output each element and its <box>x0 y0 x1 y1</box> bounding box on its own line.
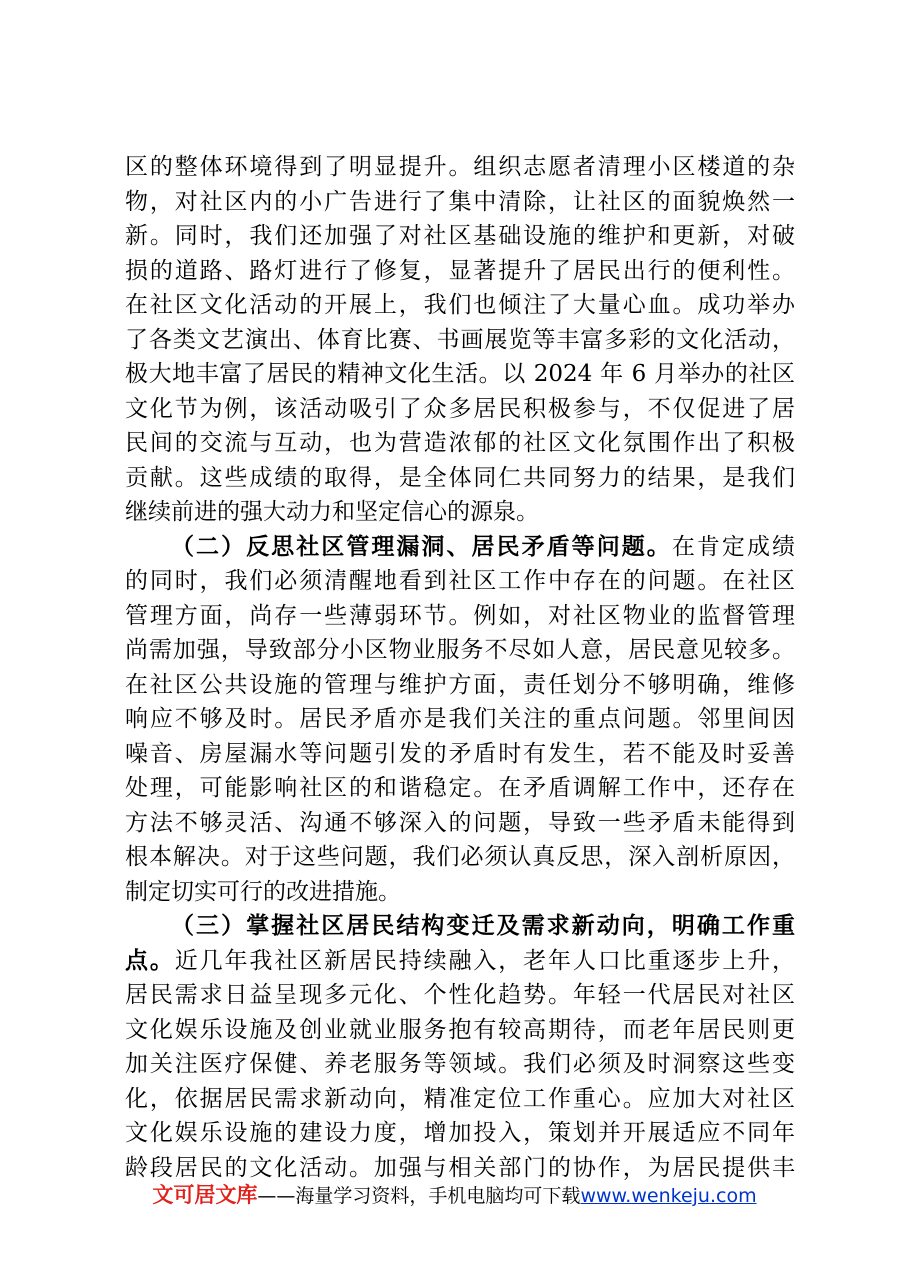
text-line: 在社区公共设施的管理与维护方面，责任划分不够明确，维修 <box>125 671 795 698</box>
text-line: 民间的交流与互动，也为营造浓郁的社区文化氛围作出了积极 <box>125 430 795 456</box>
text-line: 处理，可能影响社区的和谐稳定。在矛盾调解工作中，还存在 <box>125 775 795 801</box>
text-line: 响应不够及时。居民矛盾亦是我们关注的重点问题。邻里间因 <box>125 706 795 732</box>
text-line: 噪音、房屋漏水等问题引发的矛盾时有发生，若不能及时妥善 <box>125 740 795 767</box>
text-line: 文化娱乐设施及创业就业服务抱有较高期待，而老年居民则更 <box>125 1016 795 1043</box>
paragraph-section-2 <box>125 530 795 910</box>
text-line: 管理方面，尚存一些薄弱环节。例如，对社区物业的监督管理 <box>125 602 795 629</box>
text-line: 文化节为例，该活动吸引了众多居民积极参与，不仅促进了居 <box>125 395 795 422</box>
text-line: 尚需加强，导致部分小区物业服务不尽如人意，居民意见较多。 <box>125 637 795 663</box>
text-line: 极大地丰富了居民的精神文化生活。以 2024 年 6 月举办的社区 <box>125 361 795 387</box>
text-line: 区的整体环境得到了明显提升。组织志愿者清理小区楼道的杂 <box>125 154 795 180</box>
section-heading-line <box>125 530 795 565</box>
text-line: 根本解决。对于这些问题，我们必须认真反思，深入剖析原因， <box>125 844 795 870</box>
text-line: 损的道路、路灯进行了修复，显著提升了居民出行的便利性。 <box>125 257 795 284</box>
text-line: 制定切实可行的改进措施。 <box>125 878 401 905</box>
text-line: 的同时，我们必须清醒地看到社区工作中存在的问题。在社区 <box>125 568 795 594</box>
text-line: 居民需求日益呈现多元化、个性化趋势。年轻一代居民对社区 <box>125 982 795 1008</box>
section-heading: （二）反思社区管理漏洞、居民矛盾等问题。 <box>171 532 672 560</box>
text-line: 化，依据居民需求新动向，精准定位工作重心。应加大对社区 <box>125 1085 795 1112</box>
section-heading-tail: 点。 <box>125 946 175 974</box>
text-line: 新。同时，我们还加强了对社区基础设施的维护和更新，对破 <box>125 223 795 249</box>
text-run: 近几年我社区新居民持续融入，老年人口比重逐步上升， <box>174 947 796 974</box>
footer-description: ——海量学习资料，手机电脑均可下载 <box>257 1185 581 1207</box>
text-line: 加关注医疗保健、养老服务等领域。我们必须及时洞察这些变 <box>125 1051 795 1077</box>
paragraph-section-3 <box>125 909 795 1185</box>
section-heading: （三）掌握社区居民结构变迁及需求新动向，明确工作重 <box>171 912 795 939</box>
text-run: 在肯定成绩 <box>671 533 796 560</box>
section-heading-line <box>125 944 795 979</box>
text-line: 龄段居民的文化活动。加强与相关部门的协作，为居民提供丰 <box>125 1154 795 1181</box>
paragraph-achievements <box>125 150 795 530</box>
document-body <box>125 150 795 1185</box>
text-line: 方法不够灵活、沟通不够深入的问题，导致一些矛盾未能得到 <box>125 809 795 836</box>
text-line: 贡献。这些成绩的取得，是全体同仁共同努力的结果，是我们 <box>125 464 795 491</box>
footer-banner <box>0 1180 909 1211</box>
footer-brand: 文可居文库 <box>152 1183 258 1207</box>
text-line: 继续前进的强大动力和坚定信心的源泉。 <box>125 499 539 525</box>
text-line: 物，对社区内的小广告进行了集中清除，让社区的面貌焕然一 <box>125 188 795 215</box>
text-line: 文化娱乐设施的建设力度，增加投入，策划并开展适应不同年 <box>125 1120 795 1146</box>
text-line: 了各类文艺演出、体育比赛、书画展览等丰富多彩的文化活动， <box>125 326 795 353</box>
footer-link[interactable]: www.wenkeju.com <box>580 1185 757 1207</box>
text-line: 在社区文化活动的开展上，我们也倾注了大量心血。成功举办 <box>125 292 795 318</box>
